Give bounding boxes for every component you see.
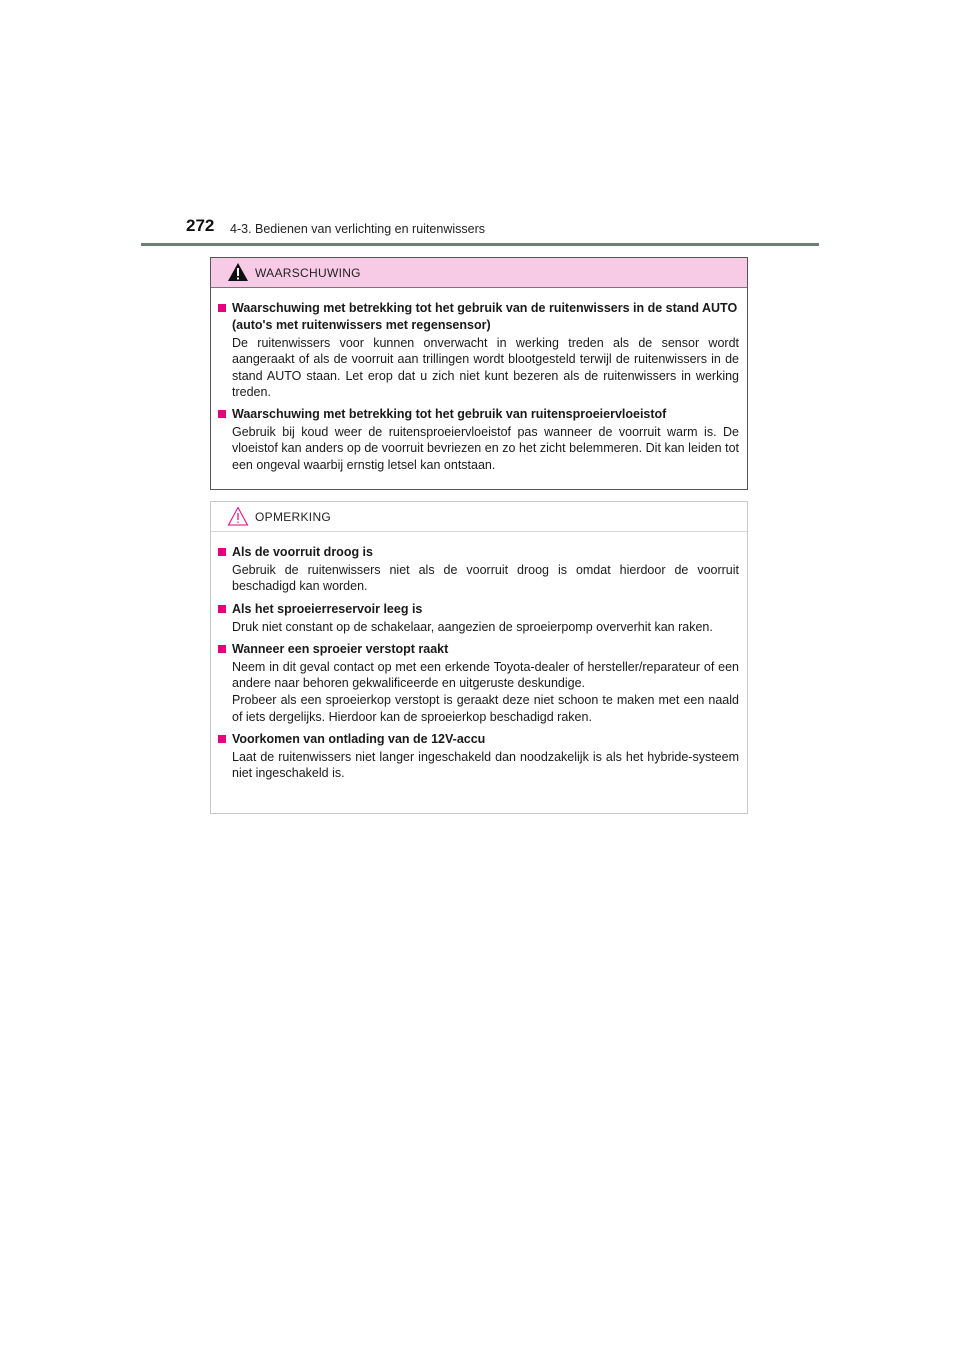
bullet-square-icon xyxy=(218,645,226,653)
notice-box xyxy=(210,501,748,814)
item-title: Als het sproeierreservoir leeg is xyxy=(232,601,423,616)
notice-header xyxy=(211,502,747,532)
item-title: Waarschuwing met betrekking tot het gebruik van de ruitenwissers in de stand AUTO (auto's met ruitenwissers met regensensor) xyxy=(232,301,738,332)
notice-item-battery-discharge xyxy=(218,731,739,782)
notice-label: OPMERKING xyxy=(255,510,332,524)
item-text: De ruitenwissers voor kunnen onverwacht in werking treden als de sensor wordt aangeraakt of als de voorruit aan trillingen wordt blootgesteld terwijl de ruitenwissers in de stand AUTO staan. Let erop dat u zich niet kunt bezeren als de ruitenwissers in werking treden. xyxy=(232,336,739,399)
item-title: Voorkomen van ontlading van de 12V-accu xyxy=(232,732,486,747)
warning-triangle-icon xyxy=(227,262,249,282)
item-text-second: Probeer als een sproeierkop verstopt is geraakt deze niet schoon te maken met een naald of iets dergelijks. Hierdoor kan de sproeierkop beschadigd raken. xyxy=(232,693,739,724)
section-title: 4-3. Bedienen van verlichting en ruitenwissers xyxy=(230,222,485,236)
item-text: Druk niet constant op de schakelaar, aangezien de sproeierpomp oververhit kan raken. xyxy=(232,619,713,634)
notice-item-clogged-nozzle xyxy=(218,641,739,725)
item-text: Gebruik de ruitenwissers niet als de voorruit droog is omdat hierdoor de voorruit beschadigd kan worden. xyxy=(232,563,739,594)
bullet-square-icon xyxy=(218,548,226,556)
warning-item-washer-fluid xyxy=(218,406,739,473)
bullet-square-icon xyxy=(218,304,226,312)
warning-body xyxy=(211,288,747,473)
item-title: Waarschuwing met betrekking tot het gebruik van ruitensproeiervloeistof xyxy=(232,407,667,422)
bullet-square-icon xyxy=(218,605,226,613)
item-title: Wanneer een sproeier verstopt raakt xyxy=(232,641,449,656)
caution-outline-triangle-icon xyxy=(227,506,249,526)
item-text: Neem in dit geval contact op met een erkende Toyota-dealer of hersteller/reparateur of een andere naar behoren gekwalificeerde en uitgeruste deskundige. xyxy=(232,659,739,691)
bullet-square-icon xyxy=(218,735,226,743)
warning-item-wipers-auto xyxy=(218,300,739,400)
notice-body xyxy=(211,532,747,782)
page-number: 272 xyxy=(186,216,215,235)
header-rule xyxy=(141,243,819,246)
warning-label: WAARSCHUWING xyxy=(255,266,361,280)
notice-item-empty-reservoir xyxy=(218,601,739,635)
notice-item-dry-windshield xyxy=(218,544,739,595)
warning-header xyxy=(211,258,747,288)
item-title: Als de voorruit droog is xyxy=(232,545,373,559)
item-text: Gebruik bij koud weer de ruitensproeiervloeistof pas wanneer de voorruit warm is. De vloeistof kan anders op de voorruit bevriezen en zo het zicht belemmeren. Dit kan leiden tot een ongeval waarbij ernstig letsel kan ontstaan. xyxy=(232,425,739,472)
bullet-square-icon xyxy=(218,410,226,418)
item-text: Laat de ruitenwissers niet langer ingeschakeld dan noodzakelijk is als het hybride-systeem niet ingeschakeld is. xyxy=(232,750,739,781)
warning-box xyxy=(210,257,748,490)
